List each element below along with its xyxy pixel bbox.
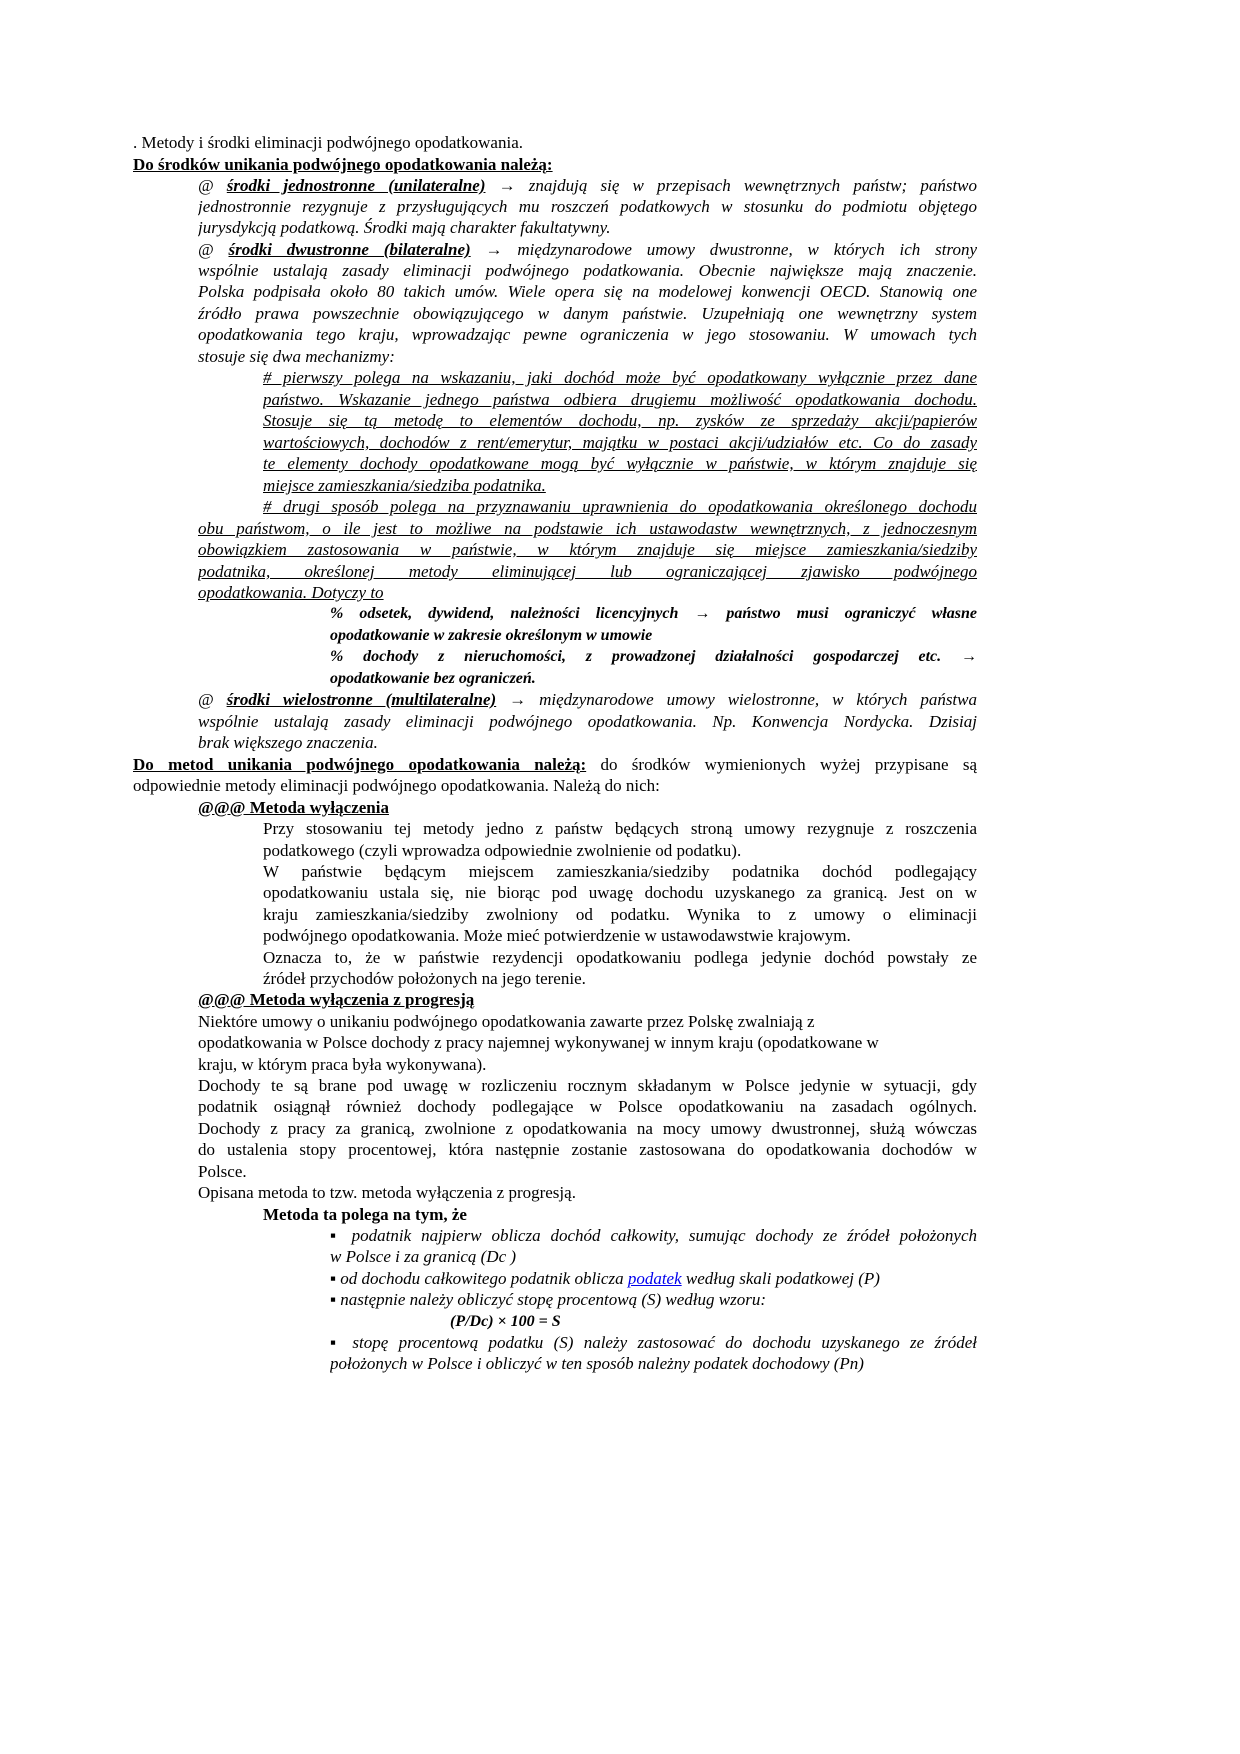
text-line — [133, 775, 977, 797]
section-heading-means — [133, 154, 977, 176]
text-line — [263, 432, 977, 454]
text: Oznacza to, że w państwie rezydencji opodatkowaniu podlega jedynie dochód powstały ze — [263, 948, 977, 967]
text: jurysdykcją podatkową. Środki mają charakter fakultatywny. — [198, 218, 611, 237]
text-line — [330, 603, 977, 625]
text-line — [198, 1182, 977, 1204]
text: Niektóre umowy o unikaniu podwójnego opodatkowania zawarte przez Polskę zwalniają z — [198, 1012, 815, 1031]
text: jednostronnie rezygnuje z przysługujących mu roszczeń podatkowych w stosunku do podmiotu objętego — [198, 197, 977, 216]
text-line — [330, 625, 977, 647]
text: Polska podpisała około 80 takich umów. Wiele opera się na modelowej konwencji OECD. Stanowią one — [198, 282, 977, 301]
text: Metoda ta polega na tym, że — [263, 1205, 467, 1224]
text: Stosuje się tą metodę to elementów dochodu, np. zysków ze sprzedaży akcji/papierów — [263, 411, 977, 430]
term-multilateral: środki wielostronne (multilateralne) — [226, 690, 497, 709]
text: państwo. Wskazanie jednego państwa odbiera drugiemu możliwość opodatkowania dochodu. — [263, 390, 977, 409]
text: do środków wymienionych wyżej przypisane są — [586, 755, 977, 774]
text: położonych w Polsce i obliczyć w ten sposób należny podatek dochodowy (Pn) — [330, 1354, 864, 1373]
text: Do środków unikania podwójnego opodatkowania należą: — [133, 155, 553, 174]
text: → międzynarodowe umowy dwustronne, w których ich strony — [470, 240, 977, 259]
text-line — [263, 496, 977, 518]
text-line — [330, 668, 977, 690]
text-line — [198, 539, 977, 561]
text: opodatkowania. Dotyczy to — [198, 583, 384, 602]
text: Opisana metoda to tzw. metoda wyłączenia z progresją. — [198, 1183, 576, 1202]
text: podatnika, określonej metody eliminującej lub ograniczającej zjawisko podwójnego — [198, 562, 977, 581]
text: ▪ od dochodu całkowitego podatnik oblicza — [330, 1269, 628, 1288]
text-line — [198, 1161, 977, 1183]
text-line — [263, 925, 977, 947]
text: opodatkowaniu ustala się, nie biorąc pod uwagę dochodu uzyskanego za granicą. Jest on w — [263, 883, 977, 902]
text: Dochody te są brane pod uwagę w rozliczeniu rocznym składanym w Polsce jedynie w sytuacji, gdy — [198, 1076, 977, 1095]
text: Przy stosowaniu tej metody jedno z państw będących stroną umowy rezygnuje z roszczenia — [263, 819, 977, 838]
text-line — [198, 711, 977, 733]
text-line — [198, 281, 977, 303]
text: opodatkowania tego kraju, wprowadzając pewne ograniczenia w jego stosowaniu. W umowach tych — [198, 325, 977, 344]
text: W państwie będącym miejscem zamieszkania/siedziby podatnika dochód podlegający — [263, 862, 977, 881]
text: odpowiednie metody eliminacji podwójnego opodatkowania. Należą do nich: — [133, 776, 660, 795]
text-line — [198, 196, 977, 218]
text: ▪ następnie należy obliczyć stopę procentową (S) według wzoru: — [330, 1290, 766, 1309]
text-line — [198, 561, 977, 583]
text-line — [198, 582, 977, 604]
list-item — [330, 1268, 977, 1290]
text: . Metody i środki eliminacji podwójnego opodatkowania. — [133, 133, 523, 152]
subheading-exemption-progression — [198, 989, 977, 1011]
text-line — [330, 646, 977, 668]
text: w Polsce i za granicą (Dc ) — [330, 1247, 517, 1266]
method-description-heading — [263, 1204, 977, 1226]
text-line — [263, 968, 977, 990]
text: brak większego znaczenia. — [198, 733, 378, 752]
section-heading-methods: Do metod unikania podwójnego opodatkowania należą: — [133, 755, 587, 774]
text-line — [198, 1075, 977, 1097]
text: % odsetek, dywidend, należności licencyjnych → państwo musi ograniczyć własne — [330, 605, 977, 622]
text: według skali podatkowej (P) — [681, 1269, 880, 1288]
text: (P/Dc) × 100 = S — [450, 1313, 561, 1330]
text: źródeł przychodów położonych na jego terenie. — [263, 969, 586, 988]
text: źródło prawa powszechnie obowiązującego w danym państwie. Uzupełniają one wewnętrzny system — [198, 304, 977, 323]
text-line — [198, 1032, 977, 1054]
text: Polsce. — [198, 1162, 247, 1181]
list-item — [330, 1332, 977, 1354]
text-line — [263, 818, 977, 840]
text: kraju, w którym praca była wykonywana). — [198, 1055, 487, 1074]
text: % dochody z nieruchomości, z prowadzonej działalności gospodarczej etc. → — [330, 648, 977, 665]
text-line — [198, 175, 977, 197]
text: te elementy dochody opodatkowane mogą być wyłącznie w państwie, w którym znajduje się — [263, 454, 977, 473]
text: podatnik osiągnął również dochody podlegające w Polsce opodatkowaniu na zasadach ogólnych. — [198, 1097, 977, 1116]
term-unilateral: środki jednostronne (unilateralne) — [226, 176, 486, 195]
text: → międzynarodowe umowy wielostronne, w których państwa — [496, 690, 977, 709]
text-line — [133, 754, 977, 776]
text: podatkowego (czyli wprowadza odpowiednie zwolnienie od podatku). — [263, 841, 742, 860]
text: do ustalenia stopy procentowej, która następnie zostanie zastosowana do opodatkowania dochodów w — [198, 1140, 977, 1159]
text-line — [198, 689, 977, 711]
text-line — [263, 367, 977, 389]
text-line — [263, 904, 977, 926]
text: podwójnego opodatkowania. Może mieć potwierdzenie w ustawodawstwie krajowym. — [263, 926, 851, 945]
text: # pierwszy polega na wskazaniu, jaki dochód może być opodatkowany wyłącznie przez dane — [263, 368, 977, 387]
text: # drugi sposób polega na przyznawaniu uprawnienia do opodatkowania określonego dochodu — [263, 497, 977, 516]
text: wartościowych, dochodów z rent/emerytur, majątku w postaci akcji/udziałów etc. Co do zasady — [263, 433, 977, 452]
podatek-link[interactable]: podatek — [627, 1269, 682, 1288]
text: @ — [198, 176, 227, 195]
text: opodatkowanie w zakresie określonym w umowie — [330, 627, 653, 644]
text-line — [263, 389, 977, 411]
text-line — [198, 1139, 977, 1161]
text: kraju zamieszkania/siedziby zwolniony od podatku. Wynika to z umowy o eliminacji — [263, 905, 977, 924]
list-item — [330, 1225, 977, 1247]
text: @@@ Metoda wyłączenia z progresją — [198, 990, 475, 1009]
text-line — [198, 346, 977, 368]
text-line — [263, 410, 977, 432]
text-line — [198, 260, 977, 282]
text-line — [198, 1011, 977, 1033]
text-line — [330, 1353, 977, 1375]
text: wspólnie ustalają zasady eliminacji podwójnego opodatkowania. Np. Konwencja Nordycka. Dzisiaj — [198, 712, 977, 731]
text: Dochody z pracy za granicą, zwolnione z opodatkowania na mocy umowy dwustronnej, służą wówczas — [198, 1119, 977, 1138]
text-line — [198, 239, 977, 261]
document-title — [133, 132, 977, 154]
text: → znajdują się w przepisach wewnętrznych państw; państwo — [485, 176, 977, 195]
text-line — [263, 947, 977, 969]
text: miejsce zamieszkania/siedziba podatnika. — [263, 476, 546, 495]
text: wspólnie ustalają zasady eliminacji podwójnego podatkowania. Obecnie największe mają znaczenie. — [198, 261, 977, 280]
text: obowiązkiem zastosowania w państwie, w którym znajduje się miejsce zamieszkania/siedziby — [198, 540, 977, 559]
text-line — [198, 217, 977, 239]
text: opodatkowanie bez ograniczeń. — [330, 670, 536, 687]
text: stosuje się dwa mechanizmy: — [198, 347, 395, 366]
text-line — [198, 518, 977, 540]
text-line — [198, 1096, 977, 1118]
formula — [450, 1311, 850, 1333]
term-bilateral: środki dwustronne (bilateralne) — [228, 240, 471, 259]
text: obu państwom, o ile jest to możliwe na podstawie ich ustawodastw wewnętrznych, z jednoczesnym — [198, 519, 977, 538]
text-line — [263, 861, 977, 883]
text-line — [263, 840, 977, 862]
text: @ — [198, 240, 229, 259]
text-line — [198, 1118, 977, 1140]
list-item — [330, 1289, 977, 1311]
text: @ — [198, 690, 227, 709]
text: ▪ stopę procentową podatku (S) należy zastosować do dochodu uzyskanego ze źródeł — [330, 1333, 977, 1352]
text-line — [263, 882, 977, 904]
text-line — [198, 303, 977, 325]
text-line — [198, 324, 977, 346]
text-line — [263, 475, 977, 497]
text-line — [198, 732, 977, 754]
text-line — [330, 1246, 977, 1268]
text: ▪ podatnik najpierw oblicza dochód całkowity, sumując dochody ze źródeł położonych — [330, 1226, 977, 1245]
text-line — [198, 1054, 977, 1076]
text: @@@ Metoda wyłączenia — [198, 798, 389, 817]
text-line — [263, 453, 977, 475]
text: opodatkowania w Polsce dochody z pracy najemnej wykonywanej w innym kraju (opodatkowane w — [198, 1033, 879, 1052]
subheading-exemption-method — [198, 797, 977, 819]
